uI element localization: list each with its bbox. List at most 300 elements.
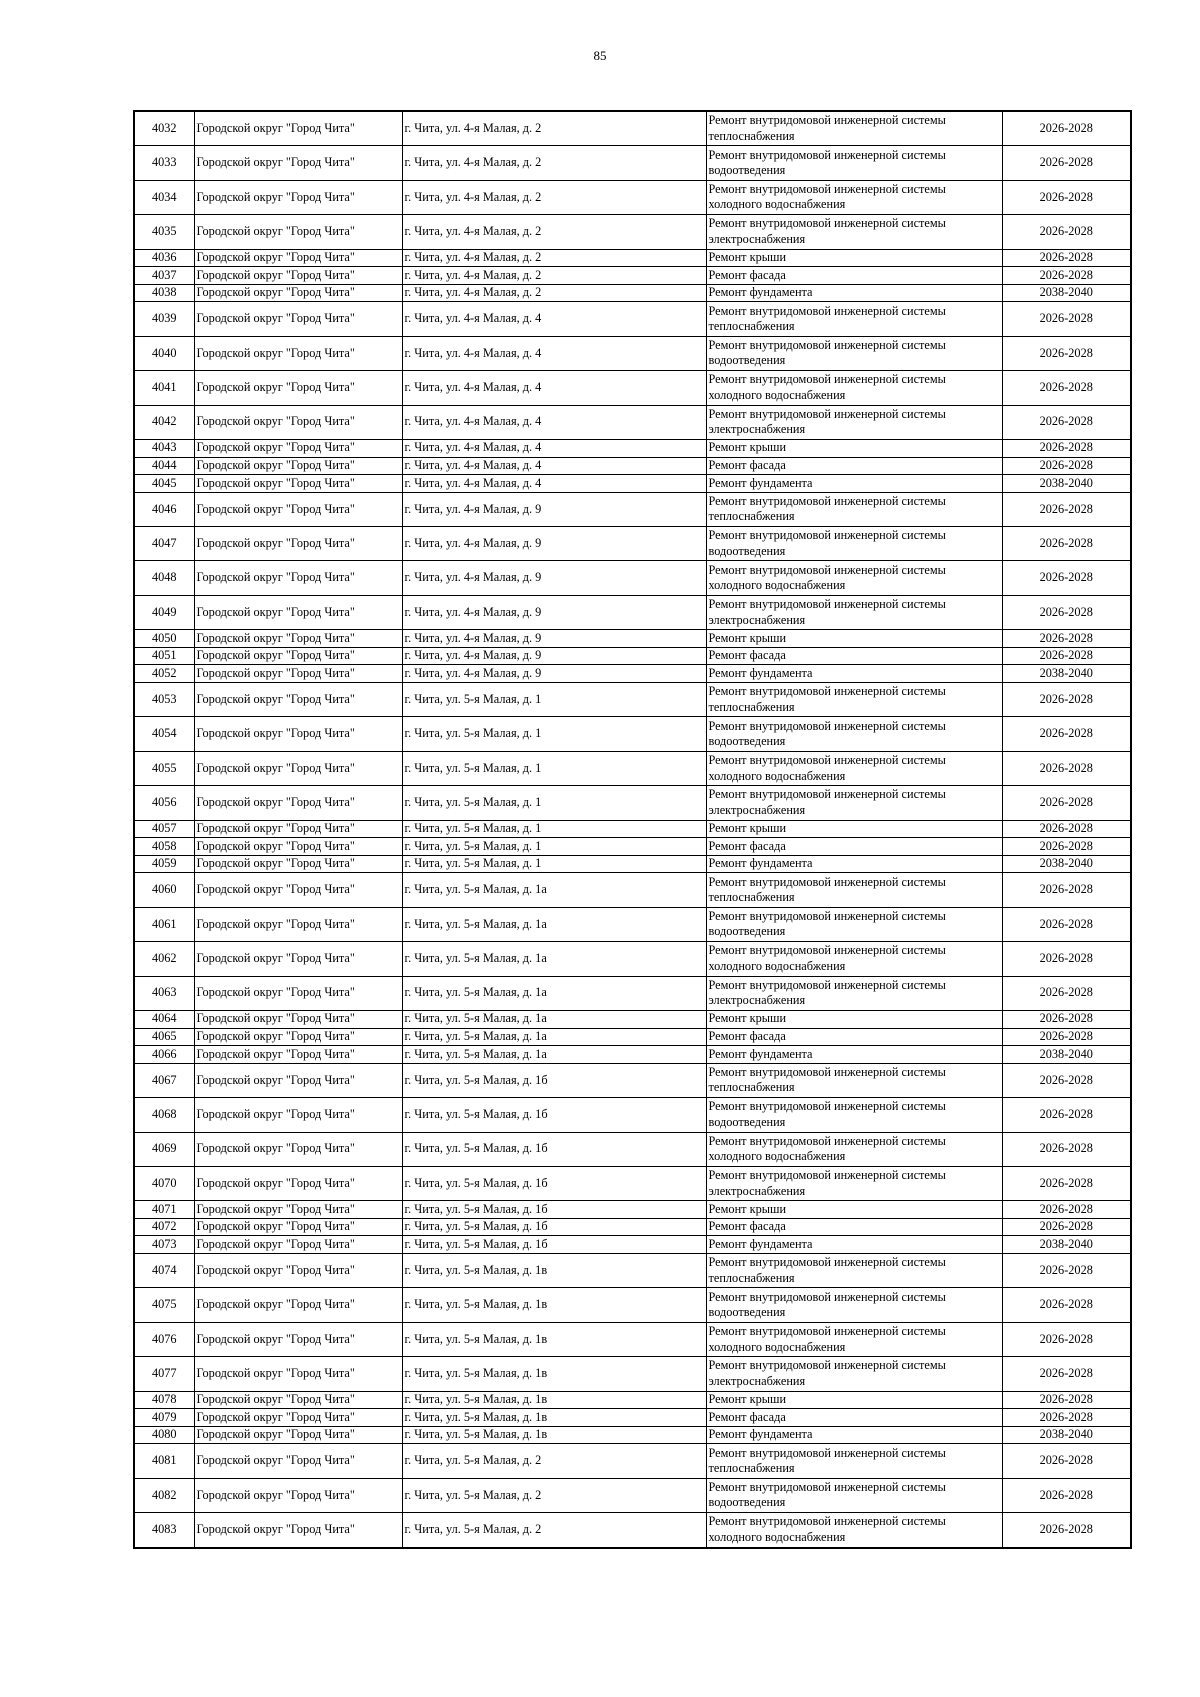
period-cell: 2026-2028 [1002, 1218, 1131, 1236]
table-row [134, 942, 1131, 976]
row-number-cell: 4067 [134, 1063, 194, 1097]
table-row [134, 717, 1131, 751]
work-type-cell: Ремонт внутридомовой инженерной системы теплоснабжения [706, 111, 1002, 146]
municipality-cell: Городской округ "Город Чита" [194, 1166, 402, 1200]
work-type-cell: Ремонт внутридомовой инженерной системы теплоснабжения [706, 302, 1002, 336]
address-cell: г. Чита, ул. 5-я Малая, д. 1 [402, 820, 706, 838]
work-type-cell: Ремонт внутридомовой инженерной системы холодного водоснабжения [706, 561, 1002, 595]
address-cell: г. Чита, ул. 5-я Малая, д. 1б [402, 1236, 706, 1254]
period-cell: 2026-2028 [1002, 683, 1131, 717]
row-number-cell: 4033 [134, 146, 194, 180]
row-number-cell: 4050 [134, 630, 194, 648]
table-body [134, 111, 1131, 1548]
municipality-cell: Городской округ "Город Чита" [194, 665, 402, 683]
municipality-cell: Городской округ "Город Чита" [194, 838, 402, 856]
work-type-cell: Ремонт внутридомовой инженерной системы теплоснабжения [706, 683, 1002, 717]
row-number-cell: 4042 [134, 405, 194, 439]
work-type-cell: Ремонт крыши [706, 820, 1002, 838]
address-cell: г. Чита, ул. 4-я Малая, д. 4 [402, 439, 706, 457]
municipality-cell: Городской округ "Город Чита" [194, 1254, 402, 1288]
period-cell: 2026-2028 [1002, 561, 1131, 595]
work-type-cell: Ремонт внутридомовой инженерной системы холодного водоснабжения [706, 1322, 1002, 1356]
row-number-cell: 4037 [134, 267, 194, 285]
table-row [134, 1426, 1131, 1444]
municipality-cell: Городской округ "Город Чита" [194, 717, 402, 751]
municipality-cell: Городской округ "Город Чита" [194, 405, 402, 439]
table-row [134, 1288, 1131, 1322]
table-row [134, 976, 1131, 1010]
address-cell: г. Чита, ул. 5-я Малая, д. 1а [402, 1028, 706, 1046]
municipality-cell: Городской округ "Город Чита" [194, 1132, 402, 1166]
address-cell: г. Чита, ул. 4-я Малая, д. 2 [402, 146, 706, 180]
address-cell: г. Чита, ул. 5-я Малая, д. 1 [402, 786, 706, 820]
address-cell: г. Чита, ул. 5-я Малая, д. 1б [402, 1098, 706, 1132]
municipality-cell: Городской округ "Город Чита" [194, 180, 402, 214]
row-number-cell: 4077 [134, 1357, 194, 1391]
period-cell: 2026-2028 [1002, 336, 1131, 370]
municipality-cell: Городской округ "Город Чита" [194, 215, 402, 249]
municipality-cell: Городской округ "Город Чита" [194, 751, 402, 785]
row-number-cell: 4078 [134, 1391, 194, 1409]
work-type-cell: Ремонт фундамента [706, 855, 1002, 873]
row-number-cell: 4060 [134, 873, 194, 907]
row-number-cell: 4040 [134, 336, 194, 370]
work-type-cell: Ремонт внутридомовой инженерной системы электроснабжения [706, 215, 1002, 249]
table-row [134, 1098, 1131, 1132]
address-cell: г. Чита, ул. 4-я Малая, д. 9 [402, 647, 706, 665]
row-number-cell: 4070 [134, 1166, 194, 1200]
period-cell: 2026-2028 [1002, 146, 1131, 180]
address-cell: г. Чита, ул. 4-я Малая, д. 9 [402, 630, 706, 648]
work-type-cell: Ремонт внутридомовой инженерной системы холодного водоснабжения [706, 1132, 1002, 1166]
period-cell: 2026-2028 [1002, 371, 1131, 405]
period-cell: 2026-2028 [1002, 976, 1131, 1010]
work-type-cell: Ремонт внутридомовой инженерной системы холодного водоснабжения [706, 371, 1002, 405]
row-number-cell: 4075 [134, 1288, 194, 1322]
repair-schedule-table [133, 110, 1132, 1549]
address-cell: г. Чита, ул. 4-я Малая, д. 9 [402, 561, 706, 595]
municipality-cell: Городской округ "Город Чита" [194, 1201, 402, 1219]
row-number-cell: 4054 [134, 717, 194, 751]
row-number-cell: 4068 [134, 1098, 194, 1132]
address-cell: г. Чита, ул. 4-я Малая, д. 2 [402, 215, 706, 249]
municipality-cell: Городской округ "Город Чита" [194, 146, 402, 180]
period-cell: 2026-2028 [1002, 820, 1131, 838]
municipality-cell: Городской округ "Город Чита" [194, 1391, 402, 1409]
address-cell: г. Чита, ул. 5-я Малая, д. 1в [402, 1288, 706, 1322]
work-type-cell: Ремонт внутридомовой инженерной системы теплоснабжения [706, 1444, 1002, 1478]
address-cell: г. Чита, ул. 5-я Малая, д. 1б [402, 1132, 706, 1166]
address-cell: г. Чита, ул. 5-я Малая, д. 1 [402, 751, 706, 785]
address-cell: г. Чита, ул. 4-я Малая, д. 9 [402, 527, 706, 561]
row-number-cell: 4081 [134, 1444, 194, 1478]
table-row [134, 1010, 1131, 1028]
work-type-cell: Ремонт крыши [706, 249, 1002, 267]
table-row [134, 1236, 1131, 1254]
work-type-cell: Ремонт внутридомовой инженерной системы холодного водоснабжения [706, 180, 1002, 214]
work-type-cell: Ремонт внутридомовой инженерной системы электроснабжения [706, 1357, 1002, 1391]
address-cell: г. Чита, ул. 5-я Малая, д. 1 [402, 838, 706, 856]
row-number-cell: 4072 [134, 1218, 194, 1236]
municipality-cell: Городской округ "Город Чита" [194, 1098, 402, 1132]
table-row [134, 665, 1131, 683]
period-cell: 2026-2028 [1002, 457, 1131, 475]
work-type-cell: Ремонт внутридомовой инженерной системы электроснабжения [706, 595, 1002, 629]
work-type-cell: Ремонт крыши [706, 1391, 1002, 1409]
table-row [134, 284, 1131, 302]
work-type-cell: Ремонт фундамента [706, 1236, 1002, 1254]
table-row [134, 873, 1131, 907]
row-number-cell: 4045 [134, 475, 194, 493]
address-cell: г. Чита, ул. 4-я Малая, д. 4 [402, 475, 706, 493]
work-type-cell: Ремонт фундамента [706, 475, 1002, 493]
table-row [134, 492, 1131, 526]
work-type-cell: Ремонт внутридомовой инженерной системы электроснабжения [706, 1166, 1002, 1200]
period-cell: 2038-2040 [1002, 284, 1131, 302]
row-number-cell: 4046 [134, 492, 194, 526]
row-number-cell: 4065 [134, 1028, 194, 1046]
period-cell: 2026-2028 [1002, 873, 1131, 907]
municipality-cell: Городской округ "Город Чита" [194, 302, 402, 336]
address-cell: г. Чита, ул. 5-я Малая, д. 1б [402, 1166, 706, 1200]
period-cell: 2026-2028 [1002, 786, 1131, 820]
work-type-cell: Ремонт внутридомовой инженерной системы теплоснабжения [706, 1063, 1002, 1097]
table-row [134, 371, 1131, 405]
table-row [134, 1132, 1131, 1166]
address-cell: г. Чита, ул. 5-я Малая, д. 1б [402, 1201, 706, 1219]
address-cell: г. Чита, ул. 5-я Малая, д. 2 [402, 1444, 706, 1478]
row-number-cell: 4038 [134, 284, 194, 302]
address-cell: г. Чита, ул. 5-я Малая, д. 2 [402, 1513, 706, 1548]
row-number-cell: 4064 [134, 1010, 194, 1028]
work-type-cell: Ремонт фундамента [706, 284, 1002, 302]
work-type-cell: Ремонт фасада [706, 1409, 1002, 1427]
row-number-cell: 4044 [134, 457, 194, 475]
table-row [134, 907, 1131, 941]
period-cell: 2038-2040 [1002, 1236, 1131, 1254]
table-row [134, 630, 1131, 648]
table-row [134, 647, 1131, 665]
period-cell: 2026-2028 [1002, 942, 1131, 976]
period-cell: 2026-2028 [1002, 405, 1131, 439]
work-type-cell: Ремонт фундамента [706, 665, 1002, 683]
period-cell: 2026-2028 [1002, 1478, 1131, 1512]
row-number-cell: 4074 [134, 1254, 194, 1288]
row-number-cell: 4063 [134, 976, 194, 1010]
work-type-cell: Ремонт фасада [706, 838, 1002, 856]
row-number-cell: 4080 [134, 1426, 194, 1444]
address-cell: г. Чита, ул. 5-я Малая, д. 1в [402, 1409, 706, 1427]
work-type-cell: Ремонт фундамента [706, 1426, 1002, 1444]
municipality-cell: Городской округ "Город Чита" [194, 1236, 402, 1254]
municipality-cell: Городской округ "Город Чита" [194, 1513, 402, 1548]
period-cell: 2026-2028 [1002, 647, 1131, 665]
row-number-cell: 4052 [134, 665, 194, 683]
work-type-cell: Ремонт внутридомовой инженерной системы электроснабжения [706, 976, 1002, 1010]
address-cell: г. Чита, ул. 4-я Малая, д. 9 [402, 595, 706, 629]
table-row [134, 1166, 1131, 1200]
work-type-cell: Ремонт внутридомовой инженерной системы водоотведения [706, 336, 1002, 370]
municipality-cell: Городской округ "Город Чита" [194, 647, 402, 665]
period-cell: 2026-2028 [1002, 249, 1131, 267]
address-cell: г. Чита, ул. 4-я Малая, д. 2 [402, 249, 706, 267]
address-cell: г. Чита, ул. 4-я Малая, д. 4 [402, 405, 706, 439]
period-cell: 2026-2028 [1002, 180, 1131, 214]
address-cell: г. Чита, ул. 4-я Малая, д. 9 [402, 492, 706, 526]
table-row [134, 215, 1131, 249]
municipality-cell: Городской округ "Город Чита" [194, 1010, 402, 1028]
work-type-cell: Ремонт внутридомовой инженерной системы холодного водоснабжения [706, 1513, 1002, 1548]
work-type-cell: Ремонт внутридомовой инженерной системы водоотведения [706, 907, 1002, 941]
row-number-cell: 4041 [134, 371, 194, 405]
work-type-cell: Ремонт фасада [706, 647, 1002, 665]
table-row [134, 527, 1131, 561]
address-cell: г. Чита, ул. 4-я Малая, д. 2 [402, 180, 706, 214]
period-cell: 2026-2028 [1002, 1409, 1131, 1427]
period-cell: 2026-2028 [1002, 1357, 1131, 1391]
address-cell: г. Чита, ул. 5-я Малая, д. 1а [402, 1010, 706, 1028]
address-cell: г. Чита, ул. 5-я Малая, д. 1а [402, 942, 706, 976]
address-cell: г. Чита, ул. 5-я Малая, д. 2 [402, 1478, 706, 1512]
row-number-cell: 4035 [134, 215, 194, 249]
period-cell: 2026-2028 [1002, 1098, 1131, 1132]
table-row [134, 561, 1131, 595]
address-cell: г. Чита, ул. 5-я Малая, д. 1 [402, 717, 706, 751]
work-type-cell: Ремонт внутридомовой инженерной системы холодного водоснабжения [706, 751, 1002, 785]
period-cell: 2026-2028 [1002, 1513, 1131, 1548]
address-cell: г. Чита, ул. 4-я Малая, д. 2 [402, 267, 706, 285]
table-row [134, 751, 1131, 785]
table-row [134, 1513, 1131, 1548]
period-cell: 2038-2040 [1002, 1426, 1131, 1444]
row-number-cell: 4036 [134, 249, 194, 267]
row-number-cell: 4039 [134, 302, 194, 336]
municipality-cell: Городской округ "Город Чита" [194, 1478, 402, 1512]
row-number-cell: 4069 [134, 1132, 194, 1166]
table-row [134, 457, 1131, 475]
table-row [134, 786, 1131, 820]
period-cell: 2026-2028 [1002, 1063, 1131, 1097]
table-row [134, 1444, 1131, 1478]
address-cell: г. Чита, ул. 5-я Малая, д. 1а [402, 976, 706, 1010]
table-row [134, 405, 1131, 439]
municipality-cell: Городской округ "Город Чита" [194, 1426, 402, 1444]
period-cell: 2026-2028 [1002, 267, 1131, 285]
table-row [134, 1409, 1131, 1427]
table-row [134, 111, 1131, 146]
work-type-cell: Ремонт внутридомовой инженерной системы водоотведения [706, 146, 1002, 180]
table-row [134, 180, 1131, 214]
row-number-cell: 4083 [134, 1513, 194, 1548]
work-type-cell: Ремонт крыши [706, 439, 1002, 457]
row-number-cell: 4032 [134, 111, 194, 146]
work-type-cell: Ремонт фасада [706, 1028, 1002, 1046]
table-row [134, 855, 1131, 873]
work-type-cell: Ремонт фасада [706, 1218, 1002, 1236]
municipality-cell: Городской округ "Город Чита" [194, 855, 402, 873]
table-row [134, 1028, 1131, 1046]
municipality-cell: Городской округ "Город Чита" [194, 527, 402, 561]
period-cell: 2026-2028 [1002, 838, 1131, 856]
municipality-cell: Городской округ "Город Чита" [194, 1357, 402, 1391]
row-number-cell: 4051 [134, 647, 194, 665]
table-row [134, 146, 1131, 180]
row-number-cell: 4082 [134, 1478, 194, 1512]
address-cell: г. Чита, ул. 5-я Малая, д. 1а [402, 873, 706, 907]
municipality-cell: Городской округ "Город Чита" [194, 1409, 402, 1427]
municipality-cell: Городской округ "Город Чита" [194, 1322, 402, 1356]
municipality-cell: Городской округ "Город Чита" [194, 942, 402, 976]
work-type-cell: Ремонт фасада [706, 267, 1002, 285]
municipality-cell: Городской округ "Город Чита" [194, 1028, 402, 1046]
municipality-cell: Городской округ "Город Чита" [194, 976, 402, 1010]
address-cell: г. Чита, ул. 5-я Малая, д. 1а [402, 1046, 706, 1064]
municipality-cell: Городской округ "Город Чита" [194, 267, 402, 285]
table-row [134, 1046, 1131, 1064]
period-cell: 2026-2028 [1002, 1028, 1131, 1046]
table-row [134, 1218, 1131, 1236]
period-cell: 2026-2028 [1002, 1166, 1131, 1200]
municipality-cell: Городской округ "Город Чита" [194, 371, 402, 405]
period-cell: 2038-2040 [1002, 475, 1131, 493]
municipality-cell: Городской округ "Город Чита" [194, 820, 402, 838]
row-number-cell: 4053 [134, 683, 194, 717]
municipality-cell: Городской округ "Город Чита" [194, 111, 402, 146]
row-number-cell: 4059 [134, 855, 194, 873]
table-row [134, 267, 1131, 285]
period-cell: 2026-2028 [1002, 1132, 1131, 1166]
page-number: 85 [593, 48, 607, 63]
period-cell: 2026-2028 [1002, 111, 1131, 146]
row-number-cell: 4061 [134, 907, 194, 941]
municipality-cell: Городской округ "Город Чита" [194, 595, 402, 629]
address-cell: г. Чита, ул. 5-я Малая, д. 1в [402, 1426, 706, 1444]
row-number-cell: 4056 [134, 786, 194, 820]
row-number-cell: 4079 [134, 1409, 194, 1427]
table-row [134, 1391, 1131, 1409]
row-number-cell: 4066 [134, 1046, 194, 1064]
address-cell: г. Чита, ул. 4-я Малая, д. 4 [402, 302, 706, 336]
table-row [134, 336, 1131, 370]
table-row [134, 249, 1131, 267]
period-cell: 2026-2028 [1002, 751, 1131, 785]
work-type-cell: Ремонт внутридомовой инженерной системы холодного водоснабжения [706, 942, 1002, 976]
municipality-cell: Городской округ "Город Чита" [194, 630, 402, 648]
address-cell: г. Чита, ул. 5-я Малая, д. 1в [402, 1254, 706, 1288]
work-type-cell: Ремонт внутридомовой инженерной системы теплоснабжения [706, 873, 1002, 907]
municipality-cell: Городской округ "Город Чита" [194, 1288, 402, 1322]
period-cell: 2026-2028 [1002, 439, 1131, 457]
row-number-cell: 4048 [134, 561, 194, 595]
row-number-cell: 4076 [134, 1322, 194, 1356]
municipality-cell: Городской округ "Город Чита" [194, 284, 402, 302]
row-number-cell: 4049 [134, 595, 194, 629]
municipality-cell: Городской округ "Город Чита" [194, 492, 402, 526]
work-type-cell: Ремонт крыши [706, 1201, 1002, 1219]
work-type-cell: Ремонт внутридомовой инженерной системы водоотведения [706, 1478, 1002, 1512]
table-row [134, 1322, 1131, 1356]
period-cell: 2026-2028 [1002, 1391, 1131, 1409]
address-cell: г. Чита, ул. 5-я Малая, д. 1в [402, 1322, 706, 1356]
table-row [134, 595, 1131, 629]
municipality-cell: Городской округ "Город Чита" [194, 873, 402, 907]
period-cell: 2038-2040 [1002, 855, 1131, 873]
table-row [134, 1201, 1131, 1219]
row-number-cell: 4058 [134, 838, 194, 856]
period-cell: 2026-2028 [1002, 1010, 1131, 1028]
period-cell: 2026-2028 [1002, 595, 1131, 629]
municipality-cell: Городской округ "Город Чита" [194, 683, 402, 717]
period-cell: 2026-2028 [1002, 527, 1131, 561]
period-cell: 2026-2028 [1002, 215, 1131, 249]
period-cell: 2026-2028 [1002, 1322, 1131, 1356]
address-cell: г. Чита, ул. 5-я Малая, д. 1 [402, 683, 706, 717]
period-cell: 2026-2028 [1002, 1444, 1131, 1478]
period-cell: 2038-2040 [1002, 1046, 1131, 1064]
municipality-cell: Городской округ "Город Чита" [194, 457, 402, 475]
row-number-cell: 4062 [134, 942, 194, 976]
work-type-cell: Ремонт крыши [706, 630, 1002, 648]
address-cell: г. Чита, ул. 5-я Малая, д. 1б [402, 1063, 706, 1097]
municipality-cell: Городской округ "Город Чита" [194, 475, 402, 493]
work-type-cell: Ремонт внутридомовой инженерной системы водоотведения [706, 1098, 1002, 1132]
work-type-cell: Ремонт фасада [706, 457, 1002, 475]
table-row [134, 1063, 1131, 1097]
municipality-cell: Городской округ "Город Чита" [194, 1444, 402, 1478]
municipality-cell: Городской округ "Город Чита" [194, 907, 402, 941]
period-cell: 2026-2028 [1002, 717, 1131, 751]
address-cell: г. Чита, ул. 4-я Малая, д. 2 [402, 284, 706, 302]
row-number-cell: 4047 [134, 527, 194, 561]
work-type-cell: Ремонт внутридомовой инженерной системы теплоснабжения [706, 1254, 1002, 1288]
row-number-cell: 4055 [134, 751, 194, 785]
row-number-cell: 4071 [134, 1201, 194, 1219]
municipality-cell: Городской округ "Город Чита" [194, 249, 402, 267]
work-type-cell: Ремонт фундамента [706, 1046, 1002, 1064]
table-row [134, 1254, 1131, 1288]
period-cell: 2026-2028 [1002, 630, 1131, 648]
row-number-cell: 4043 [134, 439, 194, 457]
work-type-cell: Ремонт внутридомовой инженерной системы электроснабжения [706, 405, 1002, 439]
row-number-cell: 4057 [134, 820, 194, 838]
address-cell: г. Чита, ул. 5-я Малая, д. 1а [402, 907, 706, 941]
table-row [134, 1357, 1131, 1391]
municipality-cell: Городской округ "Город Чита" [194, 561, 402, 595]
period-cell: 2038-2040 [1002, 665, 1131, 683]
period-cell: 2026-2028 [1002, 302, 1131, 336]
row-number-cell: 4034 [134, 180, 194, 214]
address-cell: г. Чита, ул. 4-я Малая, д. 4 [402, 371, 706, 405]
municipality-cell: Городской округ "Город Чита" [194, 1046, 402, 1064]
address-cell: г. Чита, ул. 5-я Малая, д. 1в [402, 1391, 706, 1409]
municipality-cell: Городской округ "Город Чита" [194, 336, 402, 370]
municipality-cell: Городской округ "Город Чита" [194, 1063, 402, 1097]
period-cell: 2026-2028 [1002, 1288, 1131, 1322]
period-cell: 2026-2028 [1002, 907, 1131, 941]
work-type-cell: Ремонт внутридомовой инженерной системы водоотведения [706, 527, 1002, 561]
address-cell: г. Чита, ул. 5-я Малая, д. 1в [402, 1357, 706, 1391]
table-row [134, 475, 1131, 493]
table-row [134, 683, 1131, 717]
work-type-cell: Ремонт внутридомовой инженерной системы водоотведения [706, 1288, 1002, 1322]
work-type-cell: Ремонт внутридомовой инженерной системы теплоснабжения [706, 492, 1002, 526]
address-cell: г. Чита, ул. 4-я Малая, д. 4 [402, 457, 706, 475]
table-row [134, 1478, 1131, 1512]
address-cell: г. Чита, ул. 4-я Малая, д. 9 [402, 665, 706, 683]
municipality-cell: Городской округ "Город Чита" [194, 786, 402, 820]
row-number-cell: 4073 [134, 1236, 194, 1254]
municipality-cell: Городской округ "Город Чита" [194, 439, 402, 457]
